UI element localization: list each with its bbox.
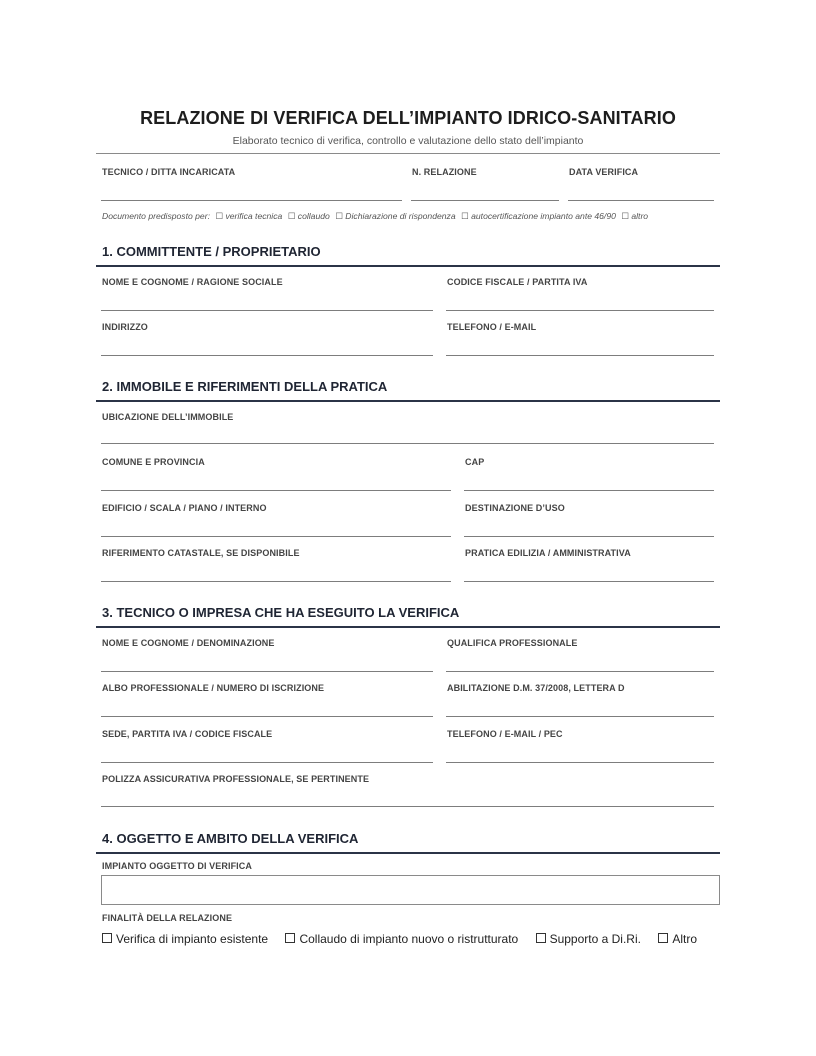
prepared-option-testing[interactable]: ☐ collaudo (287, 211, 330, 221)
inspector-contact-line (446, 762, 714, 763)
qualification-label: QUALIFICA PROFESSIONALE (447, 638, 578, 648)
date-field (563, 167, 714, 203)
owner-name-field (96, 277, 433, 313)
cadastral-field (96, 548, 451, 584)
checkbox-icon[interactable] (536, 933, 546, 943)
prepared-option-conformity[interactable]: ☐ Dichiarazione di rispondenza (335, 211, 456, 221)
building-permit-line (464, 581, 714, 582)
prepared-option-technical[interactable]: ☐ verifica tecnica (215, 211, 283, 221)
owner-phone-line (446, 355, 714, 356)
date-line (568, 200, 714, 201)
headquarters-input[interactable] (102, 743, 431, 761)
intended-use-field (459, 503, 714, 539)
property-location-label: UBICAZIONE DELL’IMMOBILE (102, 412, 234, 422)
purpose-option-other-label: Altro (672, 932, 697, 946)
headquarters-line (101, 762, 433, 763)
report-number-field (406, 167, 559, 203)
prepared-option-self-cert[interactable]: ☐ autocertificazione impianto ante 46/90 (461, 211, 616, 221)
postal-code-label: CAP (465, 457, 485, 467)
postal-code-input[interactable] (465, 471, 712, 489)
register-line (101, 716, 433, 717)
owner-address-line (101, 355, 433, 356)
purpose-option-diri[interactable] (536, 932, 641, 946)
owner-tax-label: CODICE FISCALE / PARTITA IVA (447, 277, 588, 287)
technician-input[interactable] (102, 181, 400, 199)
owner-name-line (101, 310, 433, 311)
intended-use-line (464, 536, 714, 537)
owner-address-label: INDIRIZZO (102, 322, 148, 332)
building-label: EDIFICIO / SCALA / PIANO / INTERNO (102, 503, 267, 513)
intended-use-label: DESTINAZIONE D’USO (465, 503, 565, 513)
section-4-rule (96, 852, 720, 854)
qualification-field (441, 638, 714, 674)
report-number-line (411, 200, 559, 201)
section-3-title: 3. TECNICO O IMPRESA CHE HA ESEGUITO LA VERIFICA (102, 605, 460, 620)
checkbox-icon[interactable] (658, 933, 668, 943)
certification-input[interactable] (447, 697, 712, 715)
plant-input[interactable] (101, 875, 720, 905)
owner-address-input[interactable] (102, 336, 431, 354)
inspector-name-label: NOME E COGNOME / DENOMINAZIONE (102, 638, 275, 648)
building-field (96, 503, 451, 539)
property-location-input[interactable] (102, 426, 712, 444)
technician-line (101, 200, 402, 201)
section-4-title: 4. OGGETTO E AMBITO DELLA VERIFICA (102, 831, 359, 846)
municipality-input[interactable] (102, 471, 449, 489)
prepared-for-prefix: Documento predisposto per: (102, 211, 210, 221)
municipality-label: COMUNE E PROVINCIA (102, 457, 205, 467)
qualification-line (446, 671, 714, 672)
building-input[interactable] (102, 517, 449, 535)
qualification-input[interactable] (447, 652, 712, 670)
owner-name-input[interactable] (102, 291, 431, 309)
owner-phone-input[interactable] (447, 336, 712, 354)
insurance-line (101, 806, 714, 807)
owner-phone-field (441, 322, 714, 358)
certification-field (441, 683, 714, 719)
prepared-for-note (102, 211, 651, 222)
purpose-option-other[interactable] (658, 932, 697, 946)
checkbox-icon[interactable] (285, 933, 295, 943)
owner-phone-label: TELEFONO / E-MAIL (447, 322, 537, 332)
headquarters-field (96, 729, 433, 765)
building-line (101, 536, 451, 537)
certification-label: ABILITAZIONE D.M. 37/2008, LETTERA D (447, 683, 625, 693)
owner-name-label: NOME E COGNOME / RAGIONE SOCIALE (102, 277, 283, 287)
document-subtitle: Elaborato tecnico di verifica, controllo e valutazione dello stato dell’impianto (232, 135, 584, 147)
purpose-option-testing-label: Collaudo di impianto nuovo o ristrutturato (299, 932, 519, 946)
insurance-field (96, 774, 714, 810)
owner-tax-line (446, 310, 714, 311)
checkbox-icon[interactable] (102, 933, 112, 943)
section-1-title: 1. COMMITTENTE / PROPRIETARIO (102, 244, 321, 259)
cadastral-input[interactable] (102, 562, 449, 580)
municipality-field (96, 457, 451, 493)
owner-address-field (96, 322, 433, 358)
date-input[interactable] (569, 181, 712, 199)
cadastral-line (101, 581, 451, 582)
property-location-line (101, 443, 714, 444)
inspector-contact-label: TELEFONO / E-MAIL / PEC (447, 729, 563, 739)
report-number-input[interactable] (412, 181, 557, 199)
property-location-field (96, 412, 714, 448)
inspector-contact-input[interactable] (447, 743, 712, 761)
date-label: DATA VERIFICA (569, 167, 639, 177)
certification-line (446, 716, 714, 717)
technician-label: TECNICO / DITTA INCARICATA (102, 167, 236, 177)
purpose-options (102, 932, 711, 946)
insurance-label: POLIZZA ASSICURATIVA PROFESSIONALE, SE PERTINENTE (102, 774, 370, 784)
section-2-title: 2. IMMOBILE E RIFERIMENTI DELLA PRATICA (102, 379, 388, 394)
section-1-rule (96, 265, 720, 267)
document-title: RELAZIONE DI VERIFICA DELL’IMPIANTO IDRICO-SANITARIO (140, 108, 676, 128)
municipality-line (101, 490, 451, 491)
purpose-option-existing-label: Verifica di impianto esistente (116, 932, 269, 946)
prepared-option-other[interactable]: ☐ altro (621, 211, 649, 221)
building-permit-input[interactable] (465, 562, 712, 580)
report-number-label: N. RELAZIONE (412, 167, 477, 177)
register-field (96, 683, 433, 719)
inspector-name-line (101, 671, 433, 672)
intended-use-input[interactable] (465, 517, 712, 535)
header-divider (96, 153, 720, 154)
register-input[interactable] (102, 697, 431, 715)
insurance-input[interactable] (102, 788, 712, 806)
purpose-option-testing[interactable] (285, 932, 518, 946)
owner-tax-field (441, 277, 714, 313)
inspector-name-field (96, 638, 433, 674)
inspector-name-input[interactable] (102, 652, 431, 670)
owner-tax-input[interactable] (447, 291, 712, 309)
register-label: ALBO PROFESSIONALE / NUMERO DI ISCRIZIONE (102, 683, 325, 693)
section-2-rule (96, 400, 720, 402)
plant-label: IMPIANTO OGGETTO DI VERIFICA (102, 861, 252, 871)
purpose-option-diri-label: Supporto a Di.Ri. (549, 932, 641, 946)
purpose-option-existing[interactable] (102, 932, 268, 946)
building-permit-label: PRATICA EDILIZIA / AMMINISTRATIVA (465, 548, 631, 558)
section-3-rule (96, 626, 720, 628)
headquarters-label: SEDE, PARTITA IVA / CODICE FISCALE (102, 729, 273, 739)
postal-code-field (459, 457, 714, 493)
purpose-label: FINALITÀ DELLA RELAZIONE (102, 913, 233, 923)
technician-field (96, 167, 402, 203)
postal-code-line (464, 490, 714, 491)
building-permit-field (459, 548, 714, 584)
inspector-contact-field (441, 729, 714, 765)
cadastral-label: RIFERIMENTO CATASTALE, SE DISPONIBILE (102, 548, 300, 558)
